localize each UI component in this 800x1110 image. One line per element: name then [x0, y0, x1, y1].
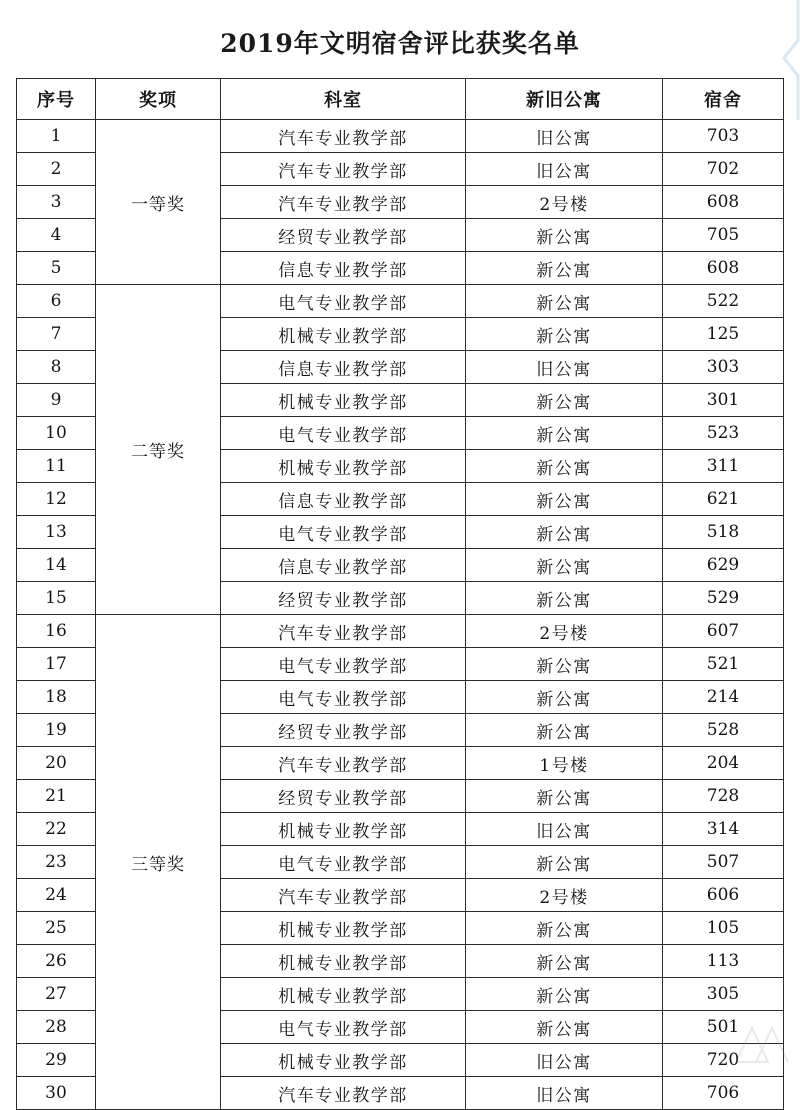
cell-index: 17 [17, 648, 96, 681]
table-header [17, 79, 784, 120]
cell-department: 电气专业教学部 [221, 648, 466, 681]
cell-dorm: 214 [663, 681, 784, 714]
cell-dorm: 529 [663, 582, 784, 615]
cell-building: 旧公寓 [466, 351, 663, 384]
cell-index: 22 [17, 813, 96, 846]
cell-building: 2号楼 [466, 186, 663, 219]
cell-dorm: 314 [663, 813, 784, 846]
cell-building: 新公寓 [466, 648, 663, 681]
cell-dorm: 702 [663, 153, 784, 186]
cell-index: 10 [17, 417, 96, 450]
cell-department: 电气专业教学部 [221, 681, 466, 714]
cell-index: 13 [17, 516, 96, 549]
cell-department: 电气专业教学部 [221, 1011, 466, 1044]
cell-index: 5 [17, 252, 96, 285]
cell-index: 20 [17, 747, 96, 780]
cell-building: 新公寓 [466, 483, 663, 516]
cell-building: 新公寓 [466, 681, 663, 714]
cell-dorm: 311 [663, 450, 784, 483]
cell-department: 机械专业教学部 [221, 384, 466, 417]
cell-dorm: 113 [663, 945, 784, 978]
cell-building: 1号楼 [466, 747, 663, 780]
cell-building: 新公寓 [466, 945, 663, 978]
cell-index: 30 [17, 1077, 96, 1110]
column-header-building: 新旧公寓 [466, 79, 663, 120]
cell-index: 8 [17, 351, 96, 384]
column-header-index: 序号 [17, 79, 96, 120]
cell-building: 新公寓 [466, 285, 663, 318]
cell-dorm: 105 [663, 912, 784, 945]
cell-department: 电气专业教学部 [221, 516, 466, 549]
cell-department: 汽车专业教学部 [221, 153, 466, 186]
cell-dorm: 608 [663, 186, 784, 219]
cell-department: 汽车专业教学部 [221, 1077, 466, 1110]
cell-dorm: 720 [663, 1044, 784, 1077]
cell-department: 汽车专业教学部 [221, 879, 466, 912]
cell-dorm: 528 [663, 714, 784, 747]
cell-building: 旧公寓 [466, 1044, 663, 1077]
cell-index: 29 [17, 1044, 96, 1077]
cell-index: 18 [17, 681, 96, 714]
cell-department: 机械专业教学部 [221, 978, 466, 1011]
award-list-table [16, 78, 784, 1110]
cell-dorm: 606 [663, 879, 784, 912]
cell-department: 信息专业教学部 [221, 252, 466, 285]
cell-building: 新公寓 [466, 714, 663, 747]
cell-building: 新公寓 [466, 1011, 663, 1044]
cell-building: 新公寓 [466, 582, 663, 615]
cell-index: 28 [17, 1011, 96, 1044]
cell-department: 机械专业教学部 [221, 450, 466, 483]
cell-building: 新公寓 [466, 780, 663, 813]
cell-building: 新公寓 [466, 450, 663, 483]
cell-index: 16 [17, 615, 96, 648]
cell-index: 3 [17, 186, 96, 219]
cell-building: 旧公寓 [466, 153, 663, 186]
cell-dorm: 607 [663, 615, 784, 648]
cell-building: 旧公寓 [466, 813, 663, 846]
cell-dorm: 523 [663, 417, 784, 450]
cell-dorm: 518 [663, 516, 784, 549]
cell-building: 新公寓 [466, 846, 663, 879]
cell-department: 电气专业教学部 [221, 846, 466, 879]
cell-index: 9 [17, 384, 96, 417]
cell-department: 汽车专业教学部 [221, 747, 466, 780]
column-header-award: 奖项 [96, 79, 221, 120]
cell-index: 6 [17, 285, 96, 318]
cell-building: 新公寓 [466, 252, 663, 285]
table-row [17, 285, 784, 318]
cell-building: 新公寓 [466, 912, 663, 945]
cell-department: 机械专业教学部 [221, 318, 466, 351]
table-body [17, 120, 784, 1110]
cell-index: 7 [17, 318, 96, 351]
cell-dorm: 705 [663, 219, 784, 252]
cell-department: 信息专业教学部 [221, 351, 466, 384]
cell-department: 汽车专业教学部 [221, 186, 466, 219]
cell-index: 2 [17, 153, 96, 186]
cell-index: 14 [17, 549, 96, 582]
cell-index: 11 [17, 450, 96, 483]
cell-index: 19 [17, 714, 96, 747]
cell-dorm: 728 [663, 780, 784, 813]
cell-index: 12 [17, 483, 96, 516]
cell-dorm: 621 [663, 483, 784, 516]
cell-department: 信息专业教学部 [221, 549, 466, 582]
table-row [17, 615, 784, 648]
cell-dorm: 204 [663, 747, 784, 780]
cell-department: 机械专业教学部 [221, 813, 466, 846]
cell-building: 新公寓 [466, 978, 663, 1011]
cell-dorm: 501 [663, 1011, 784, 1044]
cell-department: 电气专业教学部 [221, 285, 466, 318]
cell-dorm: 305 [663, 978, 784, 1011]
cell-index: 1 [17, 120, 96, 153]
cell-dorm: 629 [663, 549, 784, 582]
cell-index: 26 [17, 945, 96, 978]
cell-dorm: 303 [663, 351, 784, 384]
cell-building: 2号楼 [466, 879, 663, 912]
cell-building: 旧公寓 [466, 120, 663, 153]
cell-building: 新公寓 [466, 549, 663, 582]
cell-index: 27 [17, 978, 96, 1011]
cell-department: 机械专业教学部 [221, 1044, 466, 1077]
cell-department: 经贸专业教学部 [221, 780, 466, 813]
cell-index: 15 [17, 582, 96, 615]
cell-building: 新公寓 [466, 219, 663, 252]
cell-award-group: 三等奖 [96, 615, 221, 1110]
cell-dorm: 703 [663, 120, 784, 153]
cell-building: 旧公寓 [466, 1077, 663, 1110]
cell-building: 新公寓 [466, 318, 663, 351]
cell-building: 新公寓 [466, 384, 663, 417]
page-title: 2019年文明宿舍评比获奖名单 [220, 29, 580, 58]
cell-index: 21 [17, 780, 96, 813]
cell-department: 电气专业教学部 [221, 417, 466, 450]
cell-building: 新公寓 [466, 516, 663, 549]
cell-department: 汽车专业教学部 [221, 615, 466, 648]
cell-building: 2号楼 [466, 615, 663, 648]
column-header-dorm: 宿舍 [663, 79, 784, 120]
cell-dorm: 301 [663, 384, 784, 417]
cell-index: 24 [17, 879, 96, 912]
cell-dorm: 521 [663, 648, 784, 681]
cell-award-group: 二等奖 [96, 285, 221, 615]
table-row [17, 120, 784, 153]
cell-department: 机械专业教学部 [221, 945, 466, 978]
cell-department: 信息专业教学部 [221, 483, 466, 516]
cell-index: 4 [17, 219, 96, 252]
cell-dorm: 706 [663, 1077, 784, 1110]
cell-index: 23 [17, 846, 96, 879]
cell-dorm: 507 [663, 846, 784, 879]
cell-dorm: 125 [663, 318, 784, 351]
cell-department: 机械专业教学部 [221, 912, 466, 945]
cell-department: 经贸专业教学部 [221, 582, 466, 615]
column-header-department: 科室 [221, 79, 466, 120]
cell-building: 新公寓 [466, 417, 663, 450]
cell-dorm: 608 [663, 252, 784, 285]
cell-award-group: 一等奖 [96, 120, 221, 285]
table-header-row [17, 79, 784, 120]
cell-department: 经贸专业教学部 [221, 714, 466, 747]
cell-department: 汽车专业教学部 [221, 120, 466, 153]
cell-dorm: 522 [663, 285, 784, 318]
cell-index: 25 [17, 912, 96, 945]
cell-department: 经贸专业教学部 [221, 219, 466, 252]
